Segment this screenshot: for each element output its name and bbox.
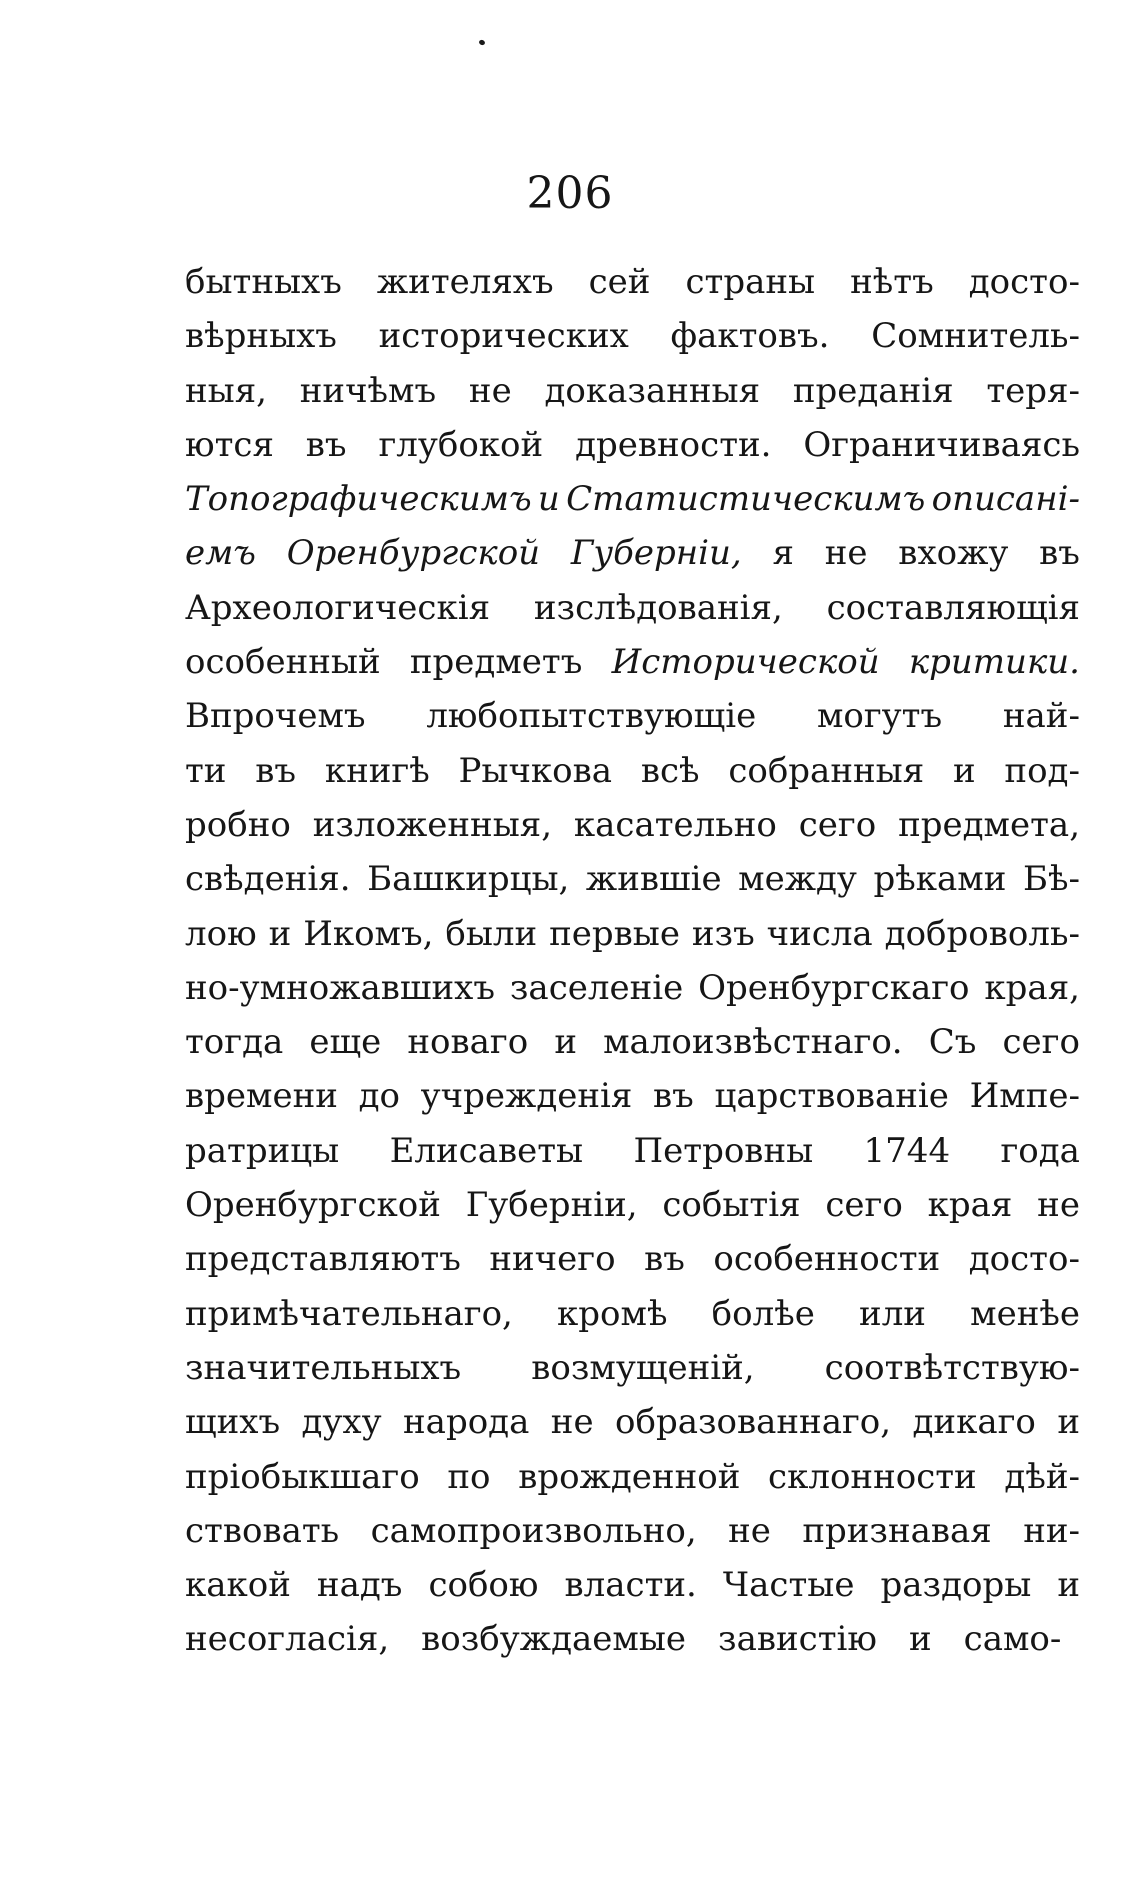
word: Сомнитель-: [871, 316, 1080, 357]
word: первые: [549, 913, 680, 954]
word: и: [952, 750, 976, 791]
word: края: [927, 1185, 1013, 1226]
word: и: [1057, 1565, 1080, 1606]
word: возмущеній,: [531, 1347, 755, 1388]
word: предметъ: [409, 642, 583, 683]
word: Рычкова: [458, 750, 613, 791]
page-number: 206: [526, 168, 614, 219]
word: не: [1037, 1185, 1080, 1226]
word: ратрицы: [185, 1130, 340, 1171]
word: изслѣдованія,: [533, 587, 783, 628]
word: щихъ: [185, 1402, 281, 1443]
word: раздоры: [880, 1565, 1032, 1606]
text-line: [185, 1612, 1080, 1666]
text-line: [185, 1341, 1080, 1395]
text-line: [185, 798, 1080, 852]
word: преданія: [792, 370, 954, 411]
word: доброволь-: [884, 913, 1080, 954]
text-line: [185, 1069, 1080, 1123]
word: пріобыкшаго: [185, 1456, 420, 1497]
word: края,: [984, 967, 1080, 1008]
word: склонности: [768, 1456, 977, 1497]
word: жившіе: [585, 859, 722, 900]
word: касательно: [573, 804, 777, 845]
word: Бѣ-: [1022, 859, 1080, 900]
text-line: [185, 1450, 1080, 1504]
text-line: [185, 255, 1080, 309]
text-line: [185, 418, 1080, 472]
word: любопытствующіе: [426, 696, 757, 737]
word: не: [468, 370, 512, 411]
word: еще: [309, 1022, 382, 1063]
word: 1744: [863, 1130, 951, 1171]
word: всѣ: [640, 750, 700, 791]
word: въ: [653, 1076, 694, 1117]
word: въ: [255, 750, 297, 791]
word: Импе-: [969, 1076, 1080, 1117]
word: я: [772, 533, 794, 574]
text-line: [185, 907, 1080, 961]
word: Оренбургской: [286, 533, 541, 574]
word: не: [824, 533, 868, 574]
word: малоизвѣстнаго.: [603, 1022, 903, 1063]
word: Съ: [928, 1022, 977, 1063]
word: духу: [301, 1402, 382, 1443]
word: ничего: [489, 1239, 616, 1280]
word: могутъ: [816, 696, 943, 737]
word: фактовъ.: [670, 316, 830, 357]
word: древности.: [575, 424, 772, 465]
word: нѣтъ: [850, 262, 934, 302]
word: дѣй-: [1004, 1456, 1080, 1497]
word: образованнаго,: [615, 1402, 892, 1443]
text-line: [185, 852, 1080, 906]
word: Ограничиваясь: [803, 424, 1080, 465]
word: Топографическимъ: [185, 479, 532, 520]
word: доказанныя: [544, 370, 761, 411]
body-text: [185, 255, 1080, 1667]
text-line: [185, 1178, 1080, 1232]
word: изложенныя,: [312, 804, 553, 845]
word: не: [550, 1402, 594, 1443]
text-line: [185, 1395, 1080, 1449]
word: въ: [1039, 533, 1080, 574]
word: критики.: [908, 642, 1080, 683]
word: собою: [428, 1565, 539, 1606]
word: врожденной: [518, 1456, 741, 1497]
word: и: [908, 1619, 932, 1660]
word: болѣе: [711, 1293, 815, 1334]
text-line: [185, 309, 1080, 363]
word: народа: [403, 1402, 530, 1443]
word: между: [738, 859, 857, 900]
word: ни-: [1023, 1510, 1080, 1551]
word: ти: [185, 750, 227, 791]
word: не: [728, 1510, 771, 1551]
word: исторических: [378, 316, 629, 357]
word: и: [1057, 1402, 1080, 1443]
text-line: [185, 1124, 1080, 1178]
word: составляющія: [826, 587, 1080, 628]
word: сего: [798, 804, 877, 845]
word: года: [1000, 1130, 1080, 1171]
word: Исторической: [611, 642, 880, 683]
text-line: [185, 744, 1080, 798]
text-line: [185, 472, 1080, 526]
word: особенный: [185, 642, 381, 683]
word: завистію: [718, 1619, 877, 1660]
word: тогда: [185, 1022, 284, 1063]
word: книгѣ: [324, 750, 430, 791]
word: ются: [185, 424, 274, 465]
word: или: [859, 1293, 926, 1334]
word: досто-: [968, 262, 1080, 302]
word: самопроизвольно,: [370, 1510, 697, 1551]
word: страны: [685, 262, 816, 302]
word: изъ: [691, 913, 755, 954]
word: Елисаветы: [389, 1130, 584, 1171]
text-line: [185, 1558, 1080, 1612]
word: Оренбургской: [185, 1185, 441, 1226]
word: Частые: [722, 1565, 855, 1606]
word: ничѣмъ: [299, 370, 437, 411]
word: предмета,: [898, 804, 1080, 845]
word: надъ: [316, 1565, 403, 1606]
text-line: [185, 1287, 1080, 1341]
word: сего: [825, 1185, 903, 1226]
text-line: [185, 581, 1080, 635]
word: возбуждаемые: [421, 1619, 687, 1660]
word: най-: [1002, 696, 1080, 737]
word: и: [554, 1022, 577, 1063]
word: власти.: [564, 1565, 697, 1606]
word: и: [537, 479, 560, 520]
word: рѣками: [873, 859, 1007, 900]
text-line: [185, 1015, 1080, 1069]
word: Башкирцы,: [367, 859, 570, 900]
word: представляютъ: [185, 1239, 461, 1280]
word: какой: [185, 1565, 291, 1606]
word: Впрочемъ: [185, 696, 366, 737]
word: учрежденія: [420, 1076, 633, 1117]
word: робно: [185, 804, 291, 845]
word: собранныя: [728, 750, 925, 791]
word: само-: [963, 1619, 1062, 1660]
word: описані-: [931, 479, 1080, 520]
word: ствовать: [185, 1510, 340, 1551]
ink-speck: [478, 39, 485, 46]
word: соотвѣтствую-: [824, 1347, 1080, 1388]
word: Икомъ,: [303, 913, 434, 954]
word: значительныхъ: [185, 1347, 462, 1388]
word: глубокой: [378, 424, 544, 465]
word: Статистическимъ: [566, 479, 926, 520]
text-line: [185, 961, 1080, 1015]
word: сей: [588, 262, 651, 302]
word: вѣрныхъ: [185, 316, 337, 357]
word: емъ: [185, 533, 256, 574]
word: времени: [185, 1076, 338, 1117]
word: сего: [1002, 1022, 1080, 1063]
word: несогласія,: [185, 1619, 390, 1660]
word: по: [447, 1456, 491, 1497]
word: Губерніи,: [570, 533, 742, 574]
word: дикаго: [912, 1402, 1036, 1443]
text-line: [185, 689, 1080, 743]
word: кромѣ: [557, 1293, 668, 1334]
word: до: [358, 1076, 400, 1117]
word: событія: [662, 1185, 801, 1226]
word: Петровны: [633, 1130, 814, 1171]
text-line: [185, 364, 1080, 418]
word: теря-: [986, 370, 1080, 411]
word: въ: [305, 424, 347, 465]
word: Археологическія: [185, 587, 491, 628]
word: царствованіе: [714, 1076, 949, 1117]
word: и: [268, 913, 292, 954]
text-line: [185, 526, 1080, 580]
word: досто-: [968, 1239, 1080, 1280]
word: бытныхъ: [185, 262, 342, 302]
word: Оренбургскаго: [698, 967, 970, 1008]
word: вхожу: [898, 533, 1009, 574]
word: но-умножавшихъ: [185, 967, 495, 1008]
word: жителяхъ: [376, 262, 554, 302]
word: менѣе: [970, 1293, 1080, 1334]
text-line: [185, 1232, 1080, 1286]
word: заселеніе: [509, 967, 684, 1008]
text-line: [185, 1504, 1080, 1558]
word: примѣчательнаго,: [185, 1293, 513, 1334]
word: Губерніи,: [465, 1185, 638, 1226]
word: под-: [1004, 750, 1080, 791]
word: были: [445, 913, 538, 954]
word: въ: [644, 1239, 685, 1280]
word: признавая: [802, 1510, 992, 1551]
word: лою: [185, 913, 257, 954]
word: ныя,: [185, 370, 267, 411]
word: свѣденія.: [185, 859, 351, 900]
word: числа: [766, 913, 873, 954]
word: новаго: [407, 1022, 529, 1063]
word: особенности: [713, 1239, 941, 1280]
text-line: [185, 635, 1080, 689]
